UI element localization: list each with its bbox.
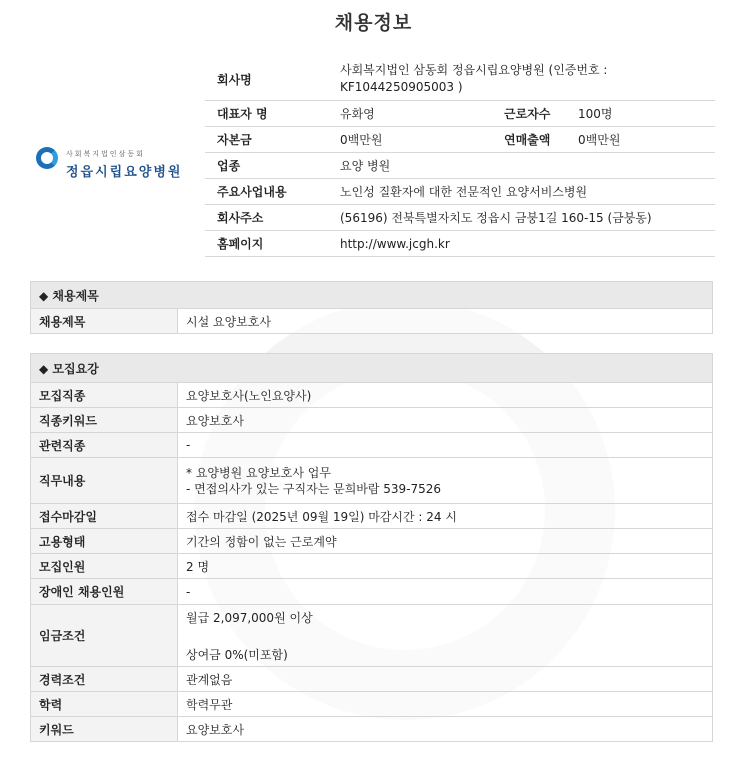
- table-row: [31, 529, 713, 554]
- company-info-table: [205, 58, 715, 257]
- row-label: 학력: [31, 692, 178, 717]
- company-logo: [36, 145, 186, 185]
- job-duty-line-2: - 면접의사가 있는 구직자는 문희바람 539-7526: [186, 481, 442, 496]
- industry-value: 요양 병원: [328, 153, 715, 179]
- row-label: 모집인원: [31, 554, 178, 579]
- row-value: 관계없음: [178, 667, 713, 692]
- row-label: 임금조건: [31, 605, 178, 667]
- job-title-section-header: ◆ 채용제목: [31, 282, 713, 309]
- industry-label: 업종: [205, 153, 328, 179]
- table-row: [31, 433, 713, 458]
- table-row: [31, 408, 713, 433]
- table-row: [31, 504, 713, 529]
- table-row: [31, 309, 713, 334]
- row-value: 2 명: [178, 554, 713, 579]
- row-label: 모집직종: [31, 383, 178, 408]
- business-label: 주요사업내용: [205, 179, 328, 205]
- row-label: 직무내용: [31, 458, 178, 504]
- address-value: (56196) 전북특별자치도 정읍시 금붕1길 160-15 (금붕동): [328, 205, 715, 231]
- ceo-label: 대표자 명: [205, 101, 328, 127]
- salary-line-2: 상여금 0%(미포함): [186, 648, 288, 662]
- logo-name: 정읍시립요양병원: [66, 165, 183, 180]
- company-row-business: [205, 179, 715, 205]
- job-title-table: [30, 281, 713, 334]
- business-value: 노인성 질환자에 대한 전문적인 요양서비스병원: [328, 179, 715, 205]
- job-title-value: 시설 요양보호사: [178, 309, 713, 334]
- row-value: 접수 마감일 (2025년 09월 19일) 마감시간 : 24 시: [178, 504, 713, 529]
- table-row: [31, 579, 713, 605]
- salary-line-1: 월급 2,097,000원 이상: [186, 611, 313, 625]
- row-value: -: [178, 433, 713, 458]
- table-row: [31, 717, 713, 742]
- company-row-name: [205, 58, 715, 101]
- sales-value: 0백만원: [566, 127, 715, 153]
- employees-value: 100명: [566, 101, 715, 127]
- job-title-header-row: [31, 282, 713, 309]
- logo-ring-icon: [36, 147, 58, 169]
- table-row: [31, 605, 713, 667]
- row-value: 학력무관: [178, 692, 713, 717]
- row-value: 요양보호사(노인요양사): [178, 383, 713, 408]
- company-row-homepage: [205, 231, 715, 257]
- row-value: 요양보호사: [178, 717, 713, 742]
- row-label: 접수마감일: [31, 504, 178, 529]
- capital-label: 자본금: [205, 127, 328, 153]
- ceo-value: 유화영: [328, 101, 492, 127]
- row-label: 관련직종: [31, 433, 178, 458]
- capital-value: 0백만원: [328, 127, 492, 153]
- logo-subtitle: 사회복지법인삼동회: [66, 150, 145, 158]
- recruit-section-header: ◆ 모집요강: [31, 354, 713, 383]
- row-label: 키워드: [31, 717, 178, 742]
- recruit-header-row: [31, 354, 713, 383]
- row-label: 경력조건: [31, 667, 178, 692]
- job-title-label: 채용제목: [31, 309, 178, 334]
- table-row: [31, 554, 713, 579]
- row-label: 장애인 채용인원: [31, 579, 178, 605]
- row-value: [178, 605, 713, 667]
- recruit-table: [30, 353, 713, 742]
- company-name-value: 사회복지법인 삼동회 정읍시립요양병원 (인증번호 : KF1044250905003 ): [328, 58, 715, 101]
- company-row-address: [205, 205, 715, 231]
- address-label: 회사주소: [205, 205, 328, 231]
- employees-label: 근로자수: [492, 101, 566, 127]
- row-label: 고용형태: [31, 529, 178, 554]
- company-row-ceo: [205, 101, 715, 127]
- homepage-link[interactable]: http://www.jcgh.kr: [328, 231, 715, 257]
- homepage-label: 홈페이지: [205, 231, 328, 257]
- row-value: 기간의 정함이 없는 근로계약: [178, 529, 713, 554]
- row-value: -: [178, 579, 713, 605]
- sales-label: 연매출액: [492, 127, 566, 153]
- row-value: 요양보호사: [178, 408, 713, 433]
- table-row: [31, 458, 713, 504]
- table-row: [31, 692, 713, 717]
- job-duty-line-1: * 요양병원 요양보호사 업무: [186, 465, 331, 480]
- company-row-industry: [205, 153, 715, 179]
- row-value: [178, 458, 713, 504]
- page-title: 채용정보: [334, 12, 413, 34]
- company-name-label: 회사명: [205, 58, 328, 101]
- table-row: [31, 383, 713, 408]
- table-row: [31, 667, 713, 692]
- company-row-capital: [205, 127, 715, 153]
- row-label: 직종키워드: [31, 408, 178, 433]
